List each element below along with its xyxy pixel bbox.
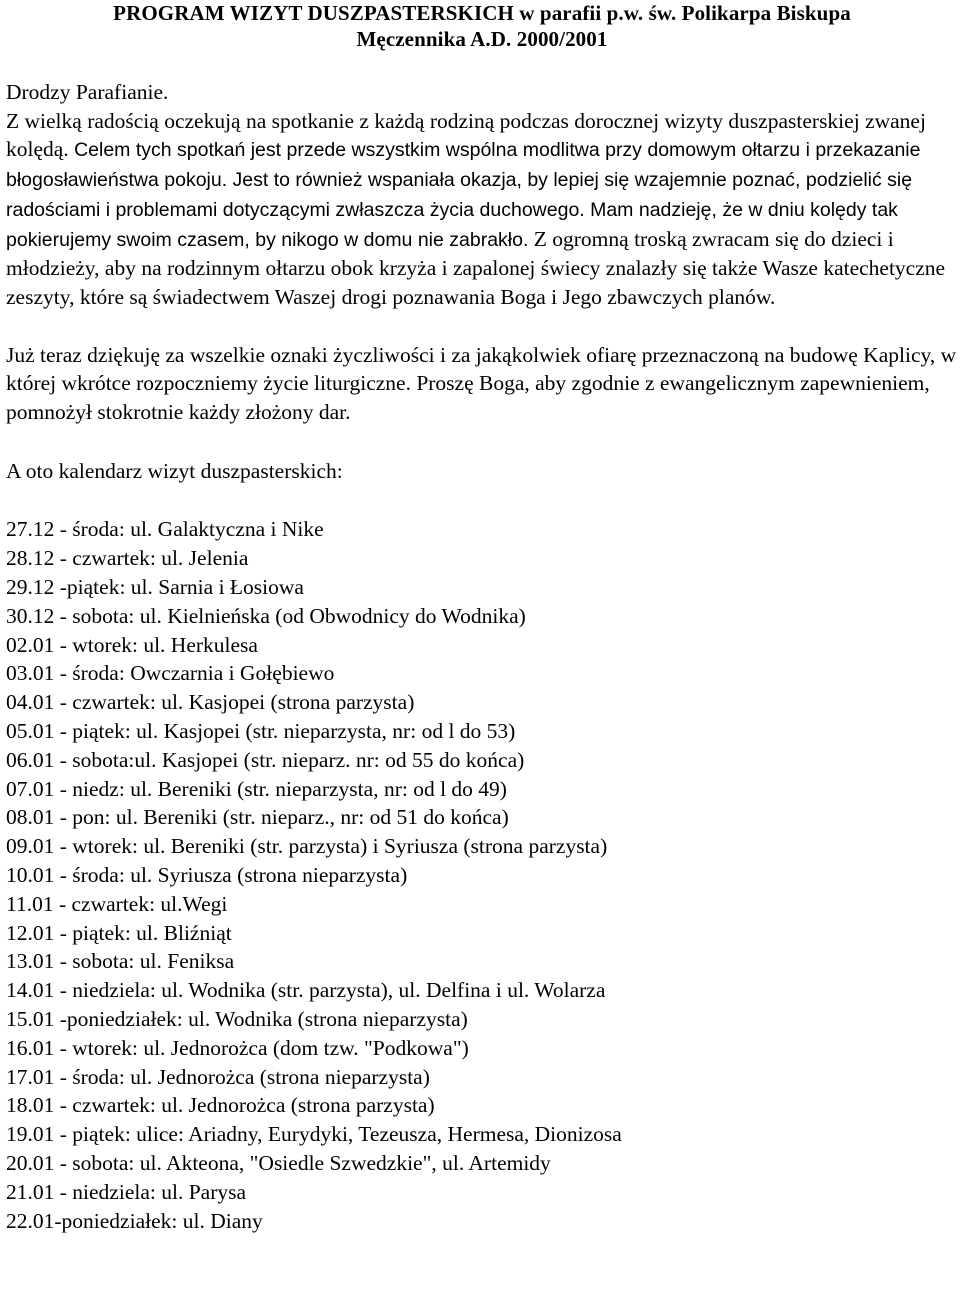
greeting: Drodzy Parafianie. xyxy=(6,80,169,104)
schedule-item: 27.12 - środa: ul. Galaktyczna i Nike xyxy=(6,517,324,542)
calendar-intro: A oto kalendarz wizyt duszpasterskich: xyxy=(6,458,343,483)
schedule-item: 07.01 - niedz: ul. Bereniki (str. nieparzysta, nr: od l do 49) xyxy=(6,776,507,801)
schedule-item: 10.01 - środa: ul. Syriusza (strona nieparzysta) xyxy=(6,863,408,887)
letter-paragraph-2: Już teraz dziękuję za wszelkie oznaki życzliwości i za jakąkolwiek ofiarę przeznaczoną na budowę Kaplicy, w której wkrótce rozpoczniemy życie liturgiczne. Proszę Boga, aby zgodnie z ewangelicznym zapewnieniem, pomnożył stokrotnie każdy złożony dar. xyxy=(6,342,957,425)
schedule-item: 09.01 - wtorek: ul. Bereniki (str. parzysta) i Syriusza (strona parzysta) xyxy=(6,834,608,859)
schedule-item: 14.01 - niedziela: ul. Wodnika (str. parzysta), ul. Delfina i ul. Wolarza xyxy=(6,978,606,1003)
schedule-item: 02.01 - wtorek: ul. Herkulesa xyxy=(6,632,258,657)
schedule-item: 12.01 - piątek: ul. Bliźniąt xyxy=(6,920,232,945)
schedule-item: 16.01 - wtorek: ul. Jednorożca (dom tzw. "Podkowa") xyxy=(6,1035,469,1060)
paragraph-1-sentence-5: Z ogromną troską zwracam się do dzieci i młodzieży, aby na rodzinnym ołtarzu obok krzyża i zapalonej świecy znalazły się także Wasze katechetyczne zeszyty, które są świadectwem Waszej drogi poznawania Boga i Jego zbawczych planów. xyxy=(6,226,946,309)
paragraph-1-sentence-2: Celem tych spotkań jest przede wszystkim wspólna modlitwa przy domowym ołtarzu i przekazanie błogosławieństwa pokoju. xyxy=(6,139,921,192)
schedule-item: 13.01 - sobota: ul. Feniksa xyxy=(6,949,235,974)
page-title xyxy=(6,0,958,52)
schedule-item: 03.01 - środa: Owczarnia i Gołębiewo xyxy=(6,661,335,686)
document-page xyxy=(6,0,958,1235)
title-line-1: PROGRAM WIZYT DUSZPASTERSKICH w parafii p.w. św. Polikarpa Biskupa xyxy=(113,1,851,25)
schedule-item: 17.01 - środa: ul. Jednorożca (strona nieparzysta) xyxy=(6,1064,430,1089)
schedule-item: 19.01 - piątek: ulice: Ariadny, Eurydyki, Tezeusza, Hermesa, Dionizosa xyxy=(6,1122,622,1147)
schedule-item: 08.01 - pon: ul. Bereniki (str. nieparz., nr: od 51 do końca) xyxy=(6,805,509,830)
schedule-item: 18.01 - czwartek: ul. Jednorożca (strona parzysta) xyxy=(6,1093,435,1118)
paragraph-1-sentence-3: Jest to również wspaniała okazja, by lepiej się wzajemnie poznać, podzielić się radościami i problemami dotyczącymi zwłaszcza życia duchowego. xyxy=(6,169,913,221)
schedule-item: 28.12 - czwartek: ul. Jelenia xyxy=(6,546,249,571)
schedule-item: 05.01 - piątek: ul. Kasjopei (str. nieparzysta, nr: od l do 53) xyxy=(6,719,516,744)
letter-paragraph-1 xyxy=(6,107,958,312)
schedule-item: 21.01 - niedziela: ul. Parysa xyxy=(6,1179,247,1204)
schedule-item: 06.01 - sobota:ul. Kasjopei (str. nieparz. nr: od 55 do końca) xyxy=(6,747,525,772)
schedule-item: 20.01 - sobota: ul. Akteona, "Osiedle Szwedzkie", ul. Artemidy xyxy=(6,1150,551,1175)
schedule-item: 30.12 - sobota: ul. Kielnieńska (od Obwodnicy do Wodnika) xyxy=(6,603,526,628)
title-line-2: Męczennika A.D. 2000/2001 xyxy=(356,27,608,51)
visit-schedule-list xyxy=(6,515,958,1235)
schedule-item: 29.12 -piątek: ul. Sarnia i Łosiowa xyxy=(6,575,304,600)
schedule-item: 11.01 - czwartek: ul.Wegi xyxy=(6,891,228,916)
schedule-item: 04.01 - czwartek: ul. Kasjopei (strona parzysta) xyxy=(6,690,415,715)
paragraph-1-sentence-4: Mam nadzieję, że w dniu kolędy tak pokierujemy swoim czasem, by nikogo w domu nie zabrakło. xyxy=(6,198,898,251)
paragraph-1-sentence-1: Z wielką radością oczekują na spotkanie z każdą rodziną podczas dorocznej wizyty duszpasterskiej zwanej kolędą. xyxy=(6,108,926,162)
schedule-item: 22.01-poniedziałek: ul. Diany xyxy=(6,1208,263,1233)
schedule-item: 15.01 -poniedziałek: ul. Wodnika (strona nieparzysta) xyxy=(6,1006,468,1031)
